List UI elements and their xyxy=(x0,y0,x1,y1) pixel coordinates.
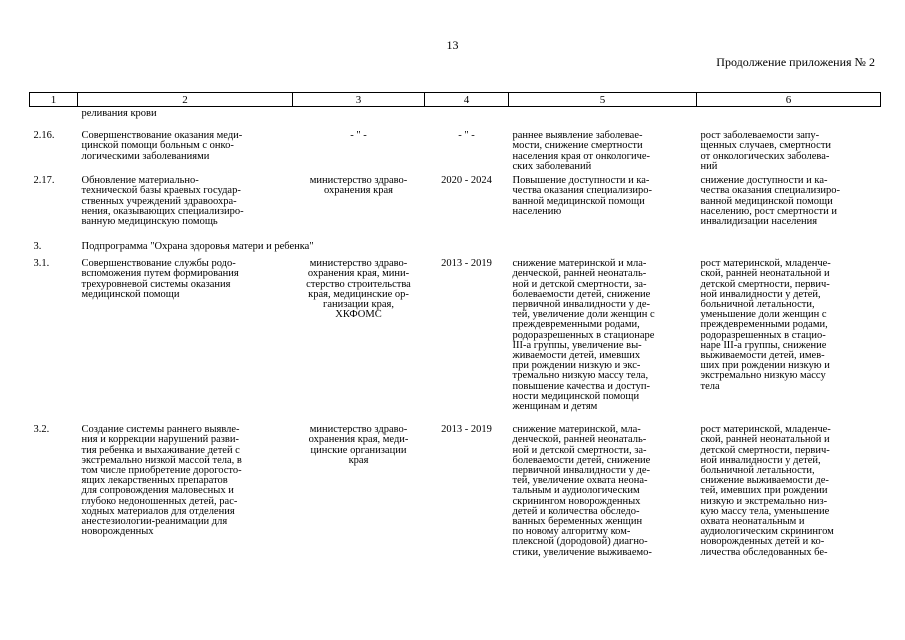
appendix-note: Продолжение приложения № 2 xyxy=(716,55,875,69)
table-row xyxy=(30,119,881,173)
result-cell: Повышение доступности и ка- чества оказания специализиро- ванной медицинской помощи населению xyxy=(512,175,652,217)
header-cell-1: 1 xyxy=(30,93,78,107)
result-cell: раннее выявление заболевае- мости, снижение смертности населения края от онкологиче- ских заболеваний xyxy=(512,130,651,172)
header-cell-2: 2 xyxy=(78,93,293,107)
consequence-cell: рост заболеваемости запу- щенных случаев, смертности от онкологических заболева- ний xyxy=(700,130,832,172)
measure-cell: Создание системы раннего выявле- ния и коррекции нарушений разви- тия ребенка и выхаживание детей с экстремально низкой массой тела, в том числе приобретение дорогосто- ящих лекарственных препаратов для сопровождения маловесных и глубоко недоношенных детей, рас- ходных материалов для отделения анестезиологии-реанимации для новорожденных xyxy=(81,424,242,538)
measure-cell: Совершенствование оказания меди- цинской помощи больным с онко- логическими заболеваниями xyxy=(81,130,243,162)
consequence-cell: рост материнской, младенче- ской, ранней неонатальной и детской смертности, первич- ной инвалидности у детей, больничной летальности, снижение выживаемости де- тей, имевших при рождении низкую и экстремально низ- кую массу тела, уменьшение охвата неонатальным и аудиологическим скринингом новорожденных детей и ко- личества обследованных бе- xyxy=(700,424,834,558)
row-number: 3.2. xyxy=(33,424,50,436)
page-number: 13 xyxy=(446,38,459,52)
result-cell: снижение материнской, мла- денческой, ранней неонаталь- ной и детской смертности, за- болеваемости детей, снижение первичной инвалидности у де- тей, увеличение охвата неона- тальным и аудиологическим скринингом новорожденных детей и количества обследо- ванных беременных женщин по новому алгоритму ком- плексной (дородовой) диагно- стики, увеличение выживаемо- xyxy=(512,424,652,558)
consequence-cell: рост материнской, младенче- ской, ранней неонатальной и детской смертности, первич- ной инвалидности у детей, больничной летальности, уменьшение доли женщин с преждевременными родами, родоразрешенных в стацио- наре III-а группы, снижение выживаемости детей, имев- ших при рождении низкую и экстремально низкую массу тела xyxy=(700,258,831,392)
header-cell-6: 6 xyxy=(697,93,881,107)
executor-cell: министерство здраво- охранения края, меди- цинские организации края xyxy=(308,424,409,466)
period-cell: - " - xyxy=(458,130,475,142)
period-cell: 2013 - 2019 xyxy=(441,424,492,436)
table-row xyxy=(30,256,881,419)
measures-table xyxy=(29,92,881,558)
result-cell: снижение материнской и мла- денческой, ранней неонаталь- ной и детской смертности, за- болеваемости детей, снижение первичной инвалидности у де- тей, увеличение доли женщин с преждевременными родами, родоразрешенных в стационаре III-а группы, увеличение вы- живаемости детей, имевших при рождении низкую и экс- тремально низкую массу тела, повышение качества и доступ- ности медицинской помощи женщинам и детям xyxy=(512,258,655,413)
continuation-row xyxy=(30,107,881,120)
row-number: 3.1. xyxy=(33,258,50,270)
period-cell: 2020 - 2024 xyxy=(441,175,492,187)
executor-cell: министерство здраво- охранения края, мини- стерство строительства края, медицинские ор- ганизации края, ХКФОМС xyxy=(306,258,411,321)
row-number: 2.16. xyxy=(33,130,55,142)
subprogram-row xyxy=(30,238,881,256)
table-row xyxy=(30,173,881,238)
subprogram-title: Подпрограмма "Охрана здоровья матери и ребенка" xyxy=(81,241,314,253)
consequence-cell: снижение доступности и ка- чества оказания специализиро- ванной медицинской помощи населению, рост смертности и инвалидизации населения xyxy=(700,175,840,228)
continuation-text: реливания крови xyxy=(81,108,157,119)
measure-cell: Совершенствование службы родо- вспоможения путем формирования трехуровневой системы оказания медицинской помощи xyxy=(81,258,239,300)
executor-cell: министерство здраво- охранения края xyxy=(309,175,408,197)
executor-cell: - " - xyxy=(350,130,367,142)
table-header-row xyxy=(30,93,881,107)
measure-cell: Обновление материально- технической базы краевых государ- ственных учреждений здравоохра- нения, оказывающих специализиро- ванную медицинскую помощь xyxy=(81,175,244,228)
header-cell-5: 5 xyxy=(509,93,697,107)
row-number: 3. xyxy=(33,241,42,253)
period-cell: 2013 - 2019 xyxy=(441,258,492,270)
table-row xyxy=(30,419,881,558)
header-cell-3: 3 xyxy=(293,93,425,107)
header-cell-4: 4 xyxy=(425,93,509,107)
row-number: 2.17. xyxy=(33,175,55,187)
